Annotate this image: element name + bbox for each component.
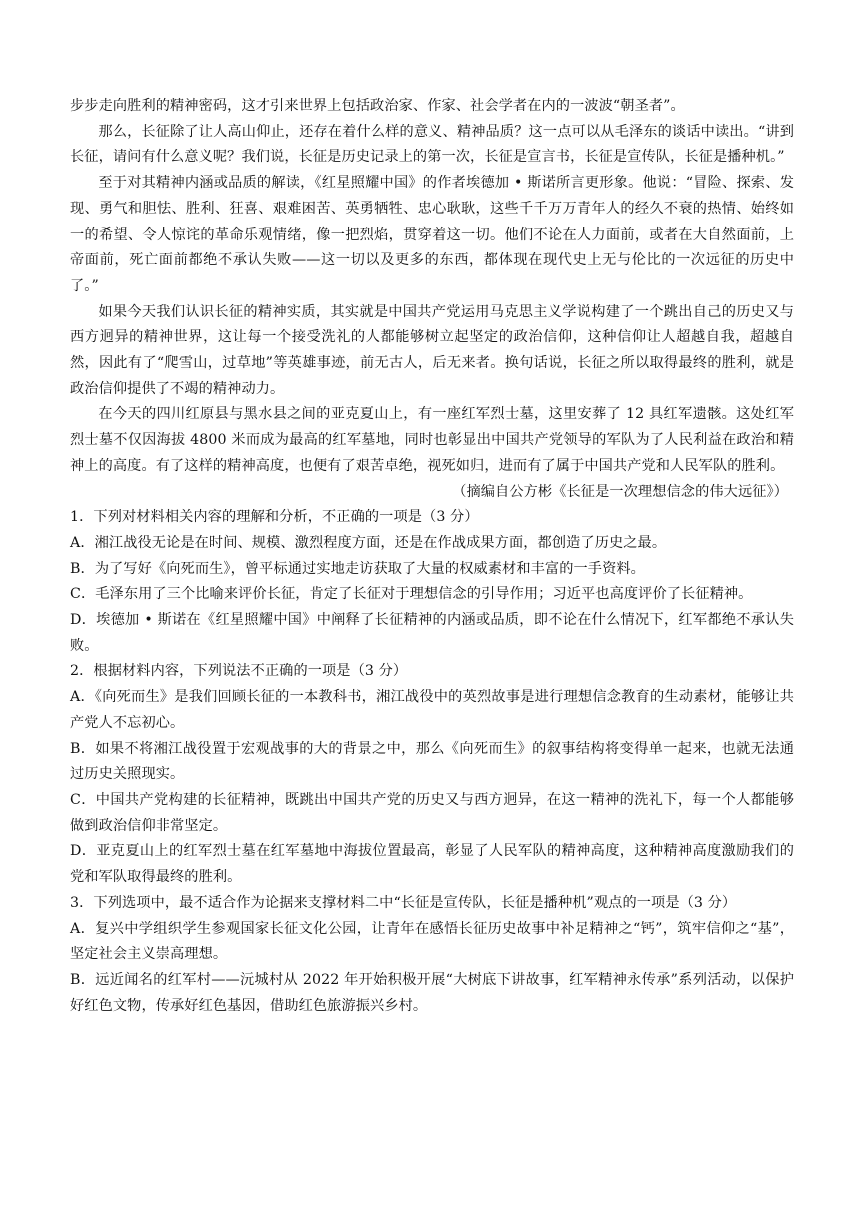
answer-option: B．如果不将湘江战役置于宏观战事的大的背景之中，那么《向死而生》的叙事结构将变得单一起来，也就无法通过历史关照现实。 [70, 740, 794, 783]
passage-paragraph: 如果今天我们认识长征的精神实质，其实就是中国共产党运用马克思主义学说构建了一个跳出自己的历史又与西方迥异的精神世界，这让每一个接受洗礼的人都能够树立起坚定的政治信仰，这种信仰让人超越自我，超越自然，因此有了“爬雪山，过草地”等英雄事迹，前无古人，后无来者。换句话说，长征之所以取得最终的胜利，就是政治信仰提供了不竭的精神动力。 [70, 303, 794, 397]
answer-option: C．中国共产党构建的长征精神，既跳出中国共产党的历史又与西方迥异，在这一精神的洗礼下，每一个人都能够做到政治信仰非常坚定。 [70, 791, 794, 834]
answer-option: A．《向死而生》是我们回顾长征的一本教科书，湘江战役中的英烈故事是进行理想信念教育的生动素材，能够让共产党人不忘初心。 [70, 689, 794, 731]
answer-option: C．毛泽东用了三个比喻来评价长征，肯定了长征对于理想信念的引导作用；习近平也高度评价了长征精神。 [70, 586, 753, 603]
answer-option: A．湘江战役无论是在时间、规模、激烈程度方面，还是在作战成果方面，都创造了历史之最。 [70, 534, 667, 551]
passage-paragraph: 在今天的四川红原县与黑水县之间的亚克夏山上，有一座红军烈士墓，这里安葬了 12 具红军遗骸。这处红军烈士墓不仅因海拔 4800 米而成为最高的红军墓地，同时也彰显出中国共产党领导的军队为了人民利益在政治和精神上的高度。有了这样的精神高度，也便有了艰苦卓绝，视死如归，进而有了属于中国共产党和人民军队的胜利。 [70, 406, 794, 474]
answer-option: B．远近闻名的红军村——沅城村从 2022 年开始积极开展“大树底下讲故事，红军精神永传承”系列活动，以保护好红色文物，传承好红色基因，借助红色旅游振兴乡村。 [70, 971, 794, 1014]
answer-option: B．为了写好《向死而生》，曾平标通过实地走访获取了大量的权威素材和丰富的一手资料。 [70, 560, 645, 577]
question-stem: 1．下列对材料相关内容的理解和分析，不正确的一项是（3 分） [70, 509, 479, 526]
source-citation: （摘编自公方彬《长征是一次理想信念的伟大远征》） [452, 483, 788, 500]
question-stem: 2．根据材料内容，下列说法不正确的一项是（3 分） [70, 663, 408, 680]
answer-option: D．埃德加 • 斯诺在《红星照耀中国》中阐释了长征精神的内涵或品质，即不论在什么情况下，红军都绝不承认失败。 [70, 612, 794, 654]
passage-paragraph: 那么，长征除了让人高山仰止，还存在着什么样的意义、精神品质？这一点可以从毛泽东的谈话中读出。“讲到长征，请问有什么意义呢？我们说，长征是历史记录上的第一次，长征是宣言书，长征是宣传队，长征是播种机。” [70, 123, 794, 166]
passage-paragraph: 步步走向胜利的精神密码，这才引来世界上包括政治家、作家、社会学者在内的一波波“朝圣者”。 [70, 98, 685, 114]
passage-paragraph: 至于对其精神内涵或品质的解读，《红星照耀中国》的作者埃德加 • 斯诺所言更形象。他说：“冒险、探索、发现、勇气和胆怯、胜利、狂喜、艰难困苦、英勇牺牲、忠心耿耿，这些千千万万青年人的经久不衰的热情、始终如一的希望、令人惊诧的革命乐观情绪，像一把烈焰，贯穿着这一切。他们不论在人力面前，或者在大自然面前，上帝面前，死亡面前都绝不承认失败——这一切以及更多的东西，都体现在现代史上无与伦比的一次远征的历史中了。” [70, 175, 794, 294]
document-page [70, 94, 794, 1019]
answer-option: D．亚克夏山上的红军烈士墓在红军墓地中海拔位置最高，彰显了人民军队的精神高度，这种精神高度激励我们的党和军队取得最终的胜利。 [70, 843, 794, 886]
answer-option: A．复兴中学组织学生参观国家长征文化公园，让青年在感悟长征历史故事中补足精神之“钙”，筑牢信仰之“基”，坚定社会主义崇高理想。 [70, 920, 794, 963]
question-stem: 3．下列选项中，最不适合作为论据来支撑材料二中“长征是宣传队，长征是播种机”观点的一项是（3 分） [70, 894, 737, 911]
